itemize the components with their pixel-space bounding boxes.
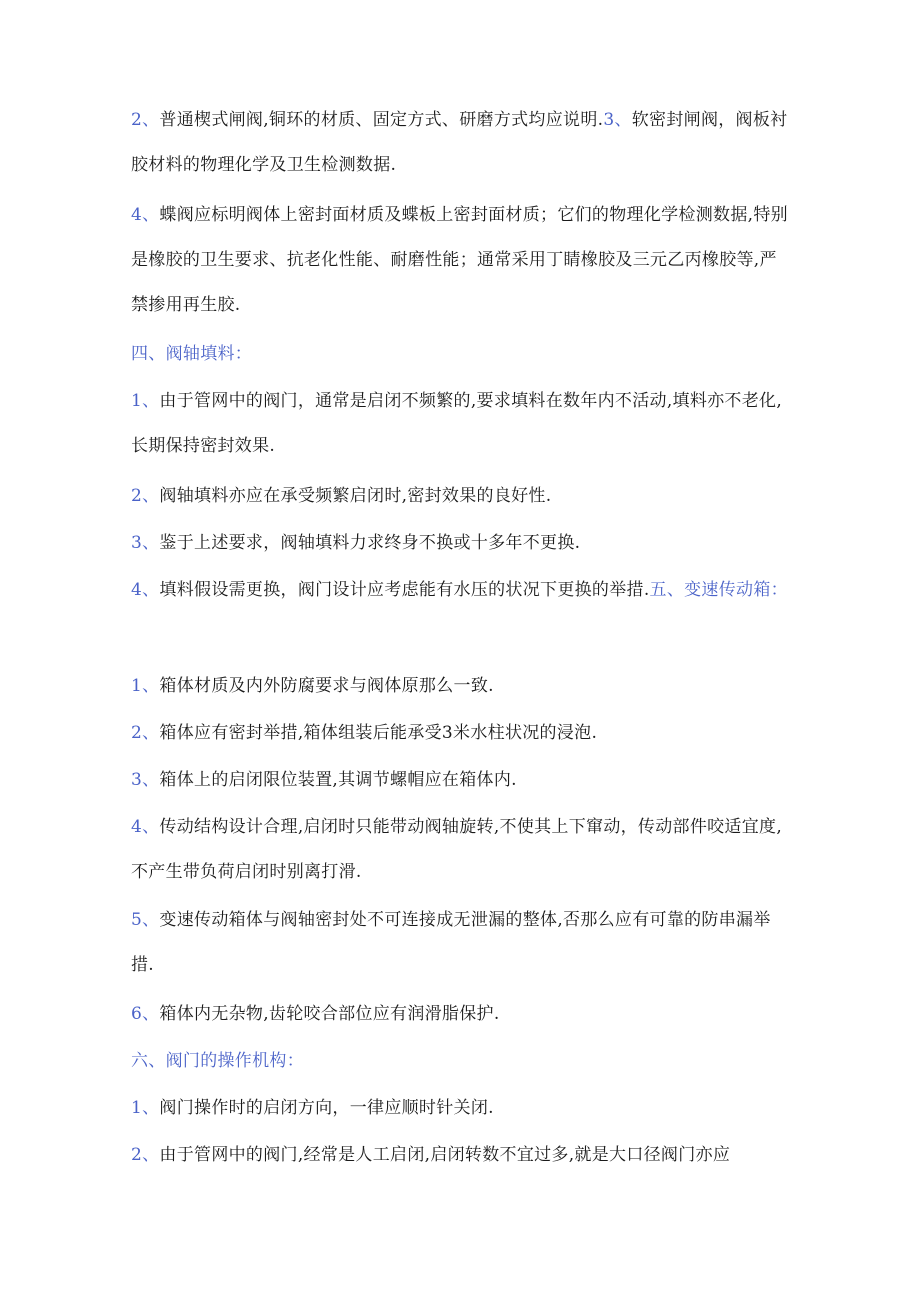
section-heading-gearbox: 五、变速传动箱： (649, 580, 788, 600)
paragraph-text: 阀门操作时的启闭方向，一律应顺时针关闭. (159, 1098, 494, 1118)
paragraph-text: 软密封闸阀，阀板衬胶材料的物理化学及卫生检测数据. (131, 110, 788, 175)
paragraph-text: 普通楔式闸阀,铜环的材质、固定方式、研磨方式均应说明. (159, 110, 604, 130)
section-heading-operating-mechanism: 六、阀门的操作机构： (131, 1051, 304, 1071)
paragraph-packing-3 (131, 521, 791, 566)
paragraph-gearbox-4 (131, 805, 791, 895)
item-number: 3、 (131, 770, 160, 790)
paragraph-text: 变速传动箱体与阀轴密封处不可连接成无泄漏的整体,否那么应有可靠的防串漏举措. (131, 910, 771, 975)
paragraph-text: 箱体应有密封举措,箱体组装后能承受3米水柱状况的浸泡. (159, 723, 598, 743)
paragraph-packing-2 (131, 474, 791, 519)
item-number: 4、 (131, 817, 160, 837)
paragraph-gearbox-5 (131, 898, 791, 988)
paragraph-text: 鉴于上述要求，阀轴填料力求终身不换或十多年不更换. (159, 533, 581, 553)
paragraph-text: 箱体内无杂物,齿轮咬合部位应有润滑脂保护. (159, 1004, 500, 1024)
paragraph-gearbox-6 (131, 992, 791, 1037)
paragraph-gate-valve (131, 98, 791, 188)
item-number: 6、 (131, 1004, 160, 1024)
item-number: 4、 (131, 205, 160, 225)
paragraph-text: 阀轴填料亦应在承受频繁启闭时,密封效果的良好性. (159, 486, 552, 506)
paragraph-operating-1 (131, 1086, 791, 1131)
paragraph-text: 箱体上的启闭限位装置,其调节螺帽应在箱体内. (159, 770, 517, 790)
item-number: 3、 (603, 110, 632, 130)
paragraph-text: 蝶阀应标明阀体上密封面材质及蝶板上密封面材质；它们的物理化学检测数据,特别是橡胶的卫生要求、抗老化性能、耐磨性能；通常采用丁睛橡胶及三元乙丙橡胶等,严禁掺用再生胶. (131, 205, 788, 315)
item-number: 2、 (131, 1145, 160, 1165)
paragraph-gearbox-3 (131, 758, 791, 803)
item-number: 2、 (131, 486, 160, 506)
item-number: 5、 (131, 910, 160, 930)
item-number: 1、 (131, 1098, 160, 1118)
item-number: 4、 (131, 580, 160, 600)
paragraph-packing-4 (131, 568, 791, 613)
item-number: 3、 (131, 533, 160, 553)
paragraph-text: 箱体材质及内外防腐要求与阀体原那么一致. (159, 676, 494, 696)
section-heading-shaft-packing: 四、阀轴填料： (131, 344, 253, 364)
paragraph-text: 由于管网中的阀门，通常是启闭不频繁的,要求填料在数年内不活动,填料亦不老化,长期保持密封效果. (131, 391, 783, 456)
paragraph-text: 由于管网中的阀门,经常是人工启闭,启闭转数不宜过多,就是大口径阀门亦应 (159, 1145, 731, 1165)
paragraph-gearbox-1 (131, 664, 791, 709)
item-number: 1、 (131, 391, 160, 411)
paragraph-text: 填料假设需更换，阀门设计应考虑能有水压的状况下更换的举措. (159, 580, 650, 600)
paragraph-operating-2 (131, 1133, 791, 1178)
paragraph-packing-1 (131, 379, 791, 469)
item-number: 1、 (131, 676, 160, 696)
paragraph-text: 传动结构设计合理,启闭时只能带动阀轴旋转,不使其上下窜动，传动部件咬适宜度,不产生带负荷启闭时别离打滑. (131, 817, 783, 882)
paragraph-gearbox-2 (131, 711, 791, 756)
item-number: 2、 (131, 723, 160, 743)
paragraph-butterfly-valve (131, 193, 791, 328)
item-number: 2、 (131, 110, 160, 130)
